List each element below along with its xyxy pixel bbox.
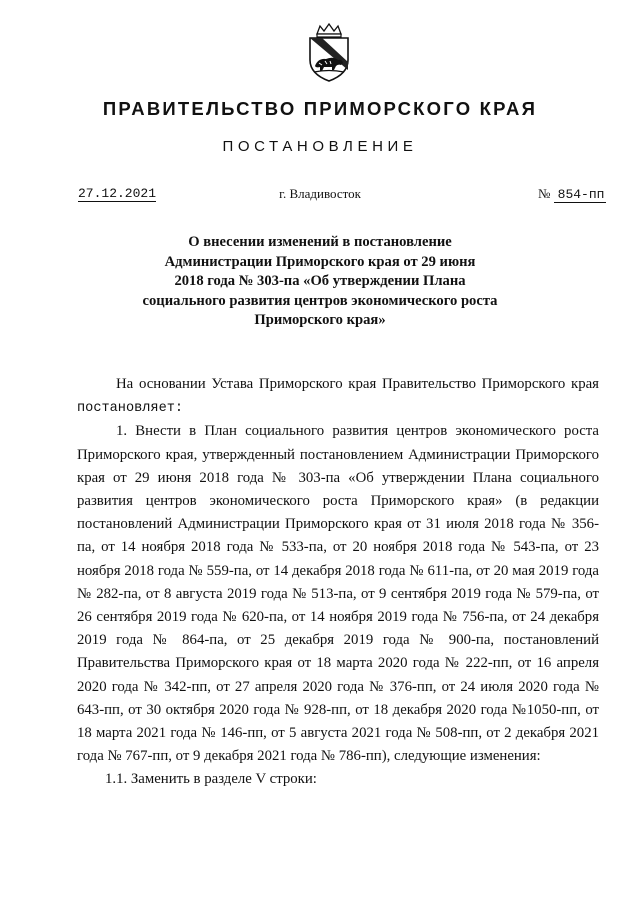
government-title: ПРАВИТЕЛЬСТВО ПРИМОРСКОГО КРАЯ [102,98,538,119]
preamble-paragraph [77,373,599,420]
item-1-1-paragraph: 1.1. Заменить в разделе V строки: [105,771,317,788]
heading-line: 2018 года № 303-па «Об утверждении Плана [174,273,466,289]
document-type: ПОСТАНОВЛЕНИЕ [222,138,418,155]
document-date: 27.12.2021 [78,186,157,201]
document-city: г. Владивосток [279,186,361,201]
coat-of-arms-icon [300,22,358,84]
heading-line: социального развития центров экономического роста [142,292,498,309]
item-1-paragraph: 1. Внести в План социального развития центров экономического роста Приморского края, утвержденный постановлением Администрации Приморского края от 29 июня 2018 года № 303-па «Об утверждении Плана социального развития центров экономического роста Приморского края» (в редакции постановлений Администрации Приморского края от 31 июля 2018 года № 356-па, от 14 ноября 2018 года № 533-па, от 20 ноября 2018 года № 543-па, от 23 ноября 2018 года № 559-па, от 14 декабря 2018 года № 611-па, от 20 мая 2019 года № 282-па, от 8 августа 2019 года № 513-па, от 9 сентября 2019 года № 579-па, от 26 сентября 2019 года № 620-па, от 14 ноября 2019 года № 756-па, от 24 декабря 2019 года № 864-па, от 25 декабря 2019 года № 900-па, постановлений Правительства Приморского края от 18 марта 2020 года № 222-пп, от 16 апреля 2020 года № 342-пп, от 27 апреля 2020 года № 376-пп, от 24 июля 2020 года № 643-пп, от 30 октября 2020 года № 928-пп, от 18 декабря 2020 года №1050-пп, от 18 марта 2021 года № 146-пп, от 5 августа 2021 года № 508-пп, от 2 декабря 2021 года № 767-пп, от 9 декабря 2021 года № 786-пп), следующие изменения: [77,423,599,765]
heading-line: Приморского края» [254,312,386,328]
preamble-action: постановляет: [77,401,184,417]
document-heading [120,233,520,331]
preamble-text: На основании Устава Приморского края Правительство Приморского края [116,376,599,392]
document-body [77,373,599,792]
number-value: 854-пп [554,187,607,203]
document-number [538,186,606,202]
heading-line: Администрации Приморского края от 29 июня [164,253,476,270]
number-sign: № [538,186,551,201]
heading-line: О внесении изменений в постановление [188,234,452,250]
